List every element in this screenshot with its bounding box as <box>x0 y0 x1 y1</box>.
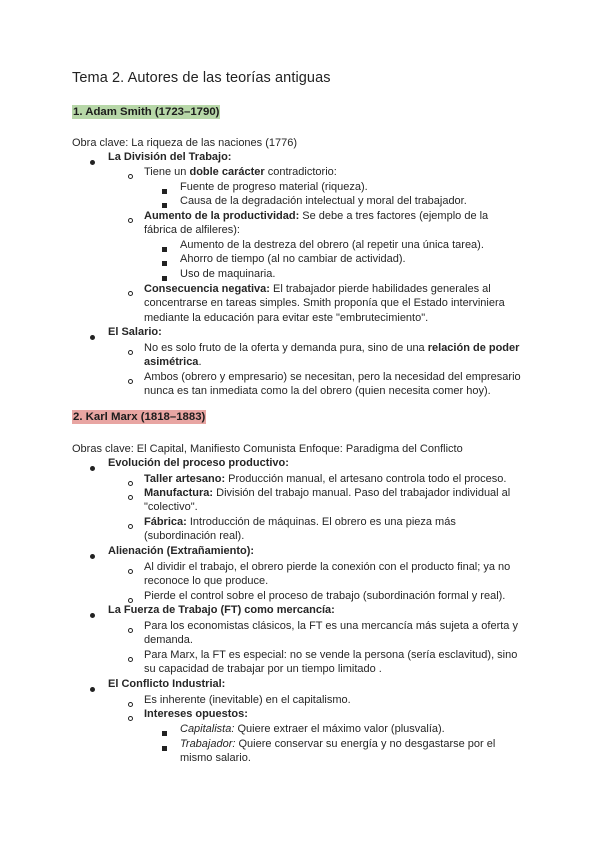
bullet-dot-icon <box>90 461 95 476</box>
bullet-circle-icon <box>128 286 133 301</box>
section-intro: Obras clave: El Capital, Manifiesto Comunista Enfoque: Paradigma del Conflicto <box>72 443 463 455</box>
bullet-circle-icon <box>128 345 133 360</box>
list-item: Ambos (obrero y empresario) se necesitan, pero la necesidad del empresario <box>144 371 521 383</box>
list-item: Fábrica: Introducción de máquinas. El obrero es una pieza más <box>144 516 456 528</box>
list-item: Para Marx, la FT es especial: no se vende la persona (sería esclavitud), sino <box>144 649 518 661</box>
section-heading-smith: 1. Adam Smith (1723–1790) <box>73 106 220 118</box>
section-heading-marx: 2. Karl Marx (1818–1883) <box>73 411 206 423</box>
bullet-circle-icon <box>128 476 133 491</box>
list-item: Al dividir el trabajo, el obrero pierde la conexión con el producto final; ya no <box>144 561 511 573</box>
bullet-circle-icon <box>128 169 133 184</box>
list-item-label: La Fuerza de Trabajo (FT) como mercancía: <box>108 604 335 616</box>
list-item-continuation: demanda. <box>144 634 193 646</box>
bullet-dot-icon <box>90 549 95 564</box>
list-item: Uso de maquinaria. <box>180 268 276 280</box>
bullet-circle-icon <box>128 374 133 389</box>
list-item: Capitalista: Quiere extraer el máximo valor (plusvalía). <box>180 723 445 735</box>
bullet-circle-icon <box>128 564 133 579</box>
list-item-continuation: mediante la educación para evitar este "embrutecimiento". <box>144 312 429 324</box>
list-item: Es inherente (inevitable) en el capitalismo. <box>144 694 351 706</box>
bullet-square-icon <box>162 184 167 199</box>
list-item-label: El Conflicto Industrial: <box>108 678 226 690</box>
bullet-circle-icon <box>128 490 133 505</box>
bullet-circle-icon <box>128 697 133 712</box>
list-item: No es solo fruto de la oferta y demanda pura, sino de una relación de poder <box>144 342 520 354</box>
list-item-continuation: su capacidad de trabajar por un tiempo limitado . <box>144 663 382 675</box>
list-item-continuation: nunca es tan inmediata como la del obrero (quien necesita comer hoy). <box>144 385 491 397</box>
list-item: Aumento de la productividad: Se debe a tres factores (ejemplo de la <box>144 210 489 222</box>
list-item-label: La División del Trabajo: <box>108 151 232 163</box>
list-item-continuation: concentrarse en tareas simples. Smith proponía que el Estado interviniera <box>144 297 505 309</box>
list-item-continuation: (subordinación real). <box>144 530 245 542</box>
page-title: Tema 2. Autores de las teorías antiguas <box>72 70 331 86</box>
list-item: Consecuencia negativa: El trabajador pierde habilidades generales al <box>144 283 491 295</box>
list-item-continuation: fábrica de alfileres): <box>144 224 240 236</box>
list-item-continuation: mismo salario. <box>180 752 251 764</box>
list-item: Ahorro de tiempo (al no cambiar de actividad). <box>180 253 406 265</box>
list-item: Tiene un doble carácter contradictorio: <box>144 166 337 178</box>
bullet-dot-icon <box>90 330 95 345</box>
list-item: Fuente de progreso material (riqueza). <box>180 181 368 193</box>
bullet-square-icon <box>162 242 167 257</box>
list-item-continuation: reconoce lo que produce. <box>144 575 269 587</box>
list-item-label: El Salario: <box>108 326 162 338</box>
bullet-circle-icon <box>128 519 133 534</box>
list-item: Trabajador: Quiere conservar su energía y no desgastarse por el <box>180 738 496 750</box>
bullet-square-icon <box>162 741 167 756</box>
list-item: Taller artesano: Producción manual, el artesano controla todo el proceso. <box>144 473 507 485</box>
bullet-circle-icon <box>128 213 133 228</box>
bullet-circle-icon <box>128 711 133 726</box>
list-item-label: Evolución del proceso productivo: <box>108 457 289 469</box>
bullet-circle-icon <box>128 623 133 638</box>
bullet-dot-icon <box>90 155 95 170</box>
bullet-dot-icon <box>90 682 95 697</box>
bullet-square-icon <box>162 256 167 271</box>
list-item-continuation: "colectivo". <box>144 501 198 513</box>
bullet-dot-icon <box>90 608 95 623</box>
list-item: Aumento de la destreza del obrero (al repetir una única tarea). <box>180 239 484 251</box>
bullet-square-icon <box>162 726 167 741</box>
list-item: Causa de la degradación intelectual y moral del trabajador. <box>180 195 467 207</box>
list-item: Manufactura: División del trabajo manual. Paso del trabajador individual al <box>144 487 511 499</box>
list-item: Intereses opuestos: <box>144 708 248 720</box>
list-item-label: Alienación (Extrañamiento): <box>108 545 255 557</box>
list-item: Pierde el control sobre el proceso de trabajo (subordinación formal y real). <box>144 590 506 602</box>
list-item-continuation: asimétrica. <box>144 356 202 368</box>
section-intro: Obra clave: La riqueza de las naciones (1776) <box>72 137 298 149</box>
bullet-circle-icon <box>128 652 133 667</box>
list-item: Para los economistas clásicos, la FT es una mercancía más sujeta a oferta y <box>144 620 518 632</box>
